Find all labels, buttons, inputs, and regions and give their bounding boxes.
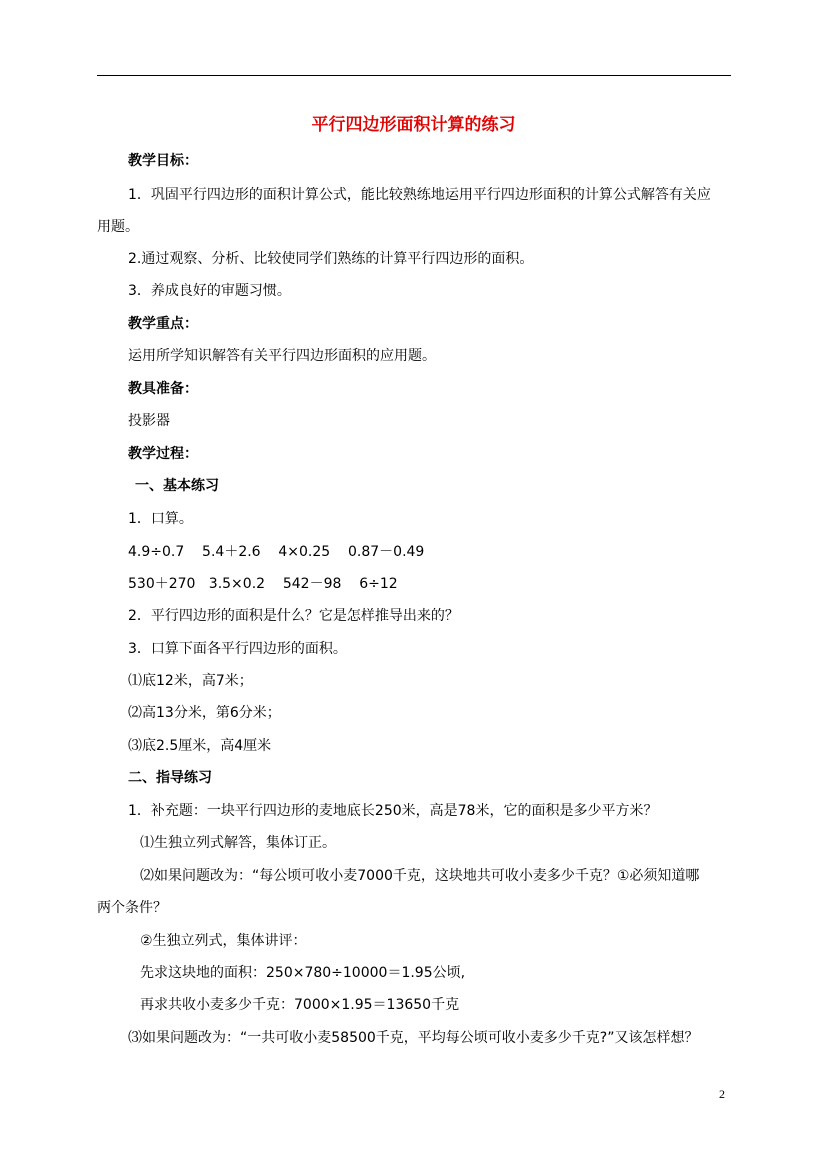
heading-materials: 教具准备：: [128, 381, 198, 397]
objective-1-cont: 用题。: [97, 219, 139, 235]
step-3: ⑶如果问题改为：“一共可收小麦58500千克，平均每公顷可收小麦多少千克?”又该怎样想？: [128, 1030, 699, 1046]
materials-text: 投影器: [128, 413, 170, 429]
step-2: ⑵如果问题改为：“每公顷可收小麦7000千克，这块地共可收小麦多少千克？①必须知道哪: [140, 868, 700, 884]
step-2-sub: ②生独立列式，集体讲评：: [140, 933, 307, 949]
supplementary-problem: 1．补充题：一块平行四边形的麦地底长250米，高是78米，它的面积是多少平方米？: [128, 803, 658, 819]
calc-area: 先求这块地的面积：250×780÷10000＝1.95公顷,: [140, 965, 466, 981]
heading-key-points: 教学重点：: [128, 316, 198, 332]
step-2-cont: 两个条件？: [97, 900, 167, 916]
objective-1: 1．巩固平行四边形的面积计算公式，能比较熟练地运用平行四边形面积的计算公式解答有关应: [128, 187, 711, 203]
objective-2: 2.通过观察、分析、比较使同学们熟练的计算平行四边形的面积。: [128, 251, 534, 267]
page-number: 2: [719, 1087, 725, 1101]
section-basic-practice: 一、基本练习: [135, 478, 219, 494]
header-rule: [97, 75, 731, 76]
subitem-2: ⑵高13分米，第6分米；: [128, 705, 281, 721]
mental-math-row-1: 4.9÷0.7 5.4＋2.6 4×0.25 0.87－0.49: [128, 544, 425, 560]
step-1: ⑴生独立列式解答，集体订正。: [140, 835, 336, 851]
document-title: 平行四边形面积计算的练习: [311, 115, 516, 135]
item-mental-math: 1．口算。: [128, 511, 193, 527]
item-question-2: 2．平行四边形的面积是什么？它是怎样推导出来的？: [128, 608, 459, 624]
heading-objectives: 教学目标：: [128, 153, 198, 169]
section-guided-practice: 二、指导练习: [128, 770, 212, 786]
mental-math-row-2: 530＋270 3.5×0.2 542－98 6÷12: [128, 576, 398, 592]
subitem-3: ⑶底2.5厘米，高4厘米: [128, 738, 272, 754]
subitem-1: ⑴底12米，高7米；: [128, 673, 253, 689]
objective-3: 3．养成良好的审题习惯。: [128, 283, 291, 299]
key-point-text: 运用所学知识解答有关平行四边形面积的应用题。: [128, 348, 436, 364]
item-question-3: 3．口算下面各平行四边形的面积。: [128, 641, 347, 657]
calc-yield: 再求共收小麦多少千克：7000×1.95＝13650千克: [140, 997, 460, 1013]
heading-process: 教学过程：: [128, 446, 198, 462]
